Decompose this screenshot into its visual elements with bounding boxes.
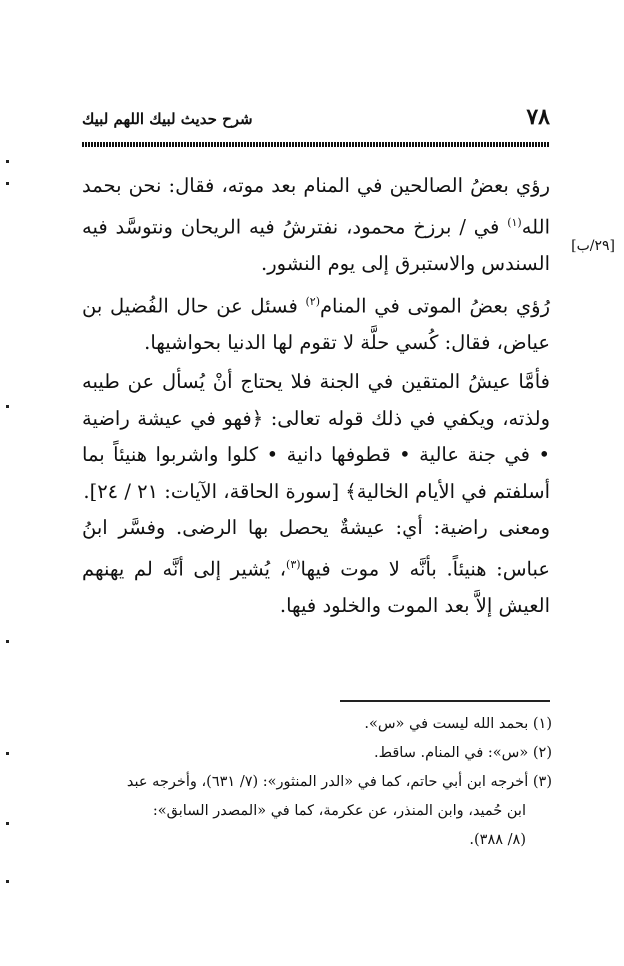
paragraph-text: في / برزخ محمود، نفترشُ فيه الريحان ونتوسَّد فيه السندس والاستبرق إلى يوم النشور. xyxy=(82,215,550,275)
scan-edge-mark xyxy=(6,752,9,755)
paragraph-2 xyxy=(82,284,550,362)
paragraph-text: ومعنى راضية: أي: عيشةٌ يحصل بها الرضى. وفسَّر ابنُ عباس: هنيئاً. بأنَّه لا موت فيها xyxy=(82,516,550,581)
header-rule xyxy=(82,142,550,147)
footnote-ref-3[interactable]: (٣) xyxy=(286,557,301,571)
scan-edge-mark xyxy=(6,182,9,185)
paragraph-text: فأمَّا عيشُ المتقين في الجنة فلا يحتاج أنْ يُسأل عن طيبه ولذته، ويكفي في ذلك قوله تعالى: ﴿فهو في عيشة راضية • في جنة عالية • قطوفها دانية • كلوا واشربوا هنيئاً بما أسلفتم في الأيام الخالية﴾ [سورة الحاقة، الآيات: ٢١ / ٢٤]. xyxy=(82,369,550,503)
footnote-3-continued: ابن حُميد، وابن المنذر، عن عكرمة، كما في «المصدر السابق»: xyxy=(152,803,526,819)
paragraph-text: رؤي بعضُ الصالحين في المنام بعد موته، فقال: نحن بحمد الله xyxy=(82,174,550,239)
footnote-1: (١) بحمد الله ليست في «س». xyxy=(364,716,552,732)
footnote-3: (٣) أخرجه ابن أبي حاتم، كما في «الدر المنثور»: (٧/ ٦٣١)، وأخرجه عبد xyxy=(126,774,552,790)
scan-edge-mark xyxy=(6,160,9,163)
paragraph-text: فسئل عن حال الفُضيل بن عياض، فقال: كُسي حلَّة لا تقوم لها الدنيا بحواشيها. xyxy=(82,294,550,355)
footnote-ref-1[interactable]: (١) xyxy=(507,215,522,229)
paragraph-text: رُؤي بعضُ الموتى في المنام xyxy=(319,294,551,318)
footnote-2: (٢) «س»: في المنام. ساقط. xyxy=(374,745,552,761)
manuscript-folio-note: [٢٩/ب] xyxy=(571,238,615,254)
main-text xyxy=(82,168,550,625)
paragraph-1 xyxy=(82,168,550,282)
page-header xyxy=(82,104,550,136)
scan-edge-mark xyxy=(6,822,9,825)
footnote-separator xyxy=(340,700,550,702)
page-number: ٧٨ xyxy=(526,104,550,130)
paragraph-4 xyxy=(82,510,550,624)
footnotes xyxy=(82,710,552,855)
paragraph-3 xyxy=(82,364,550,510)
paragraph-text: ، يُشير إلى أنَّه لم يهنهم العيش إلاَّ بعد الموت والخلود فيها. xyxy=(82,557,550,618)
running-title: شرح حديث لبيك اللهم لبيك xyxy=(82,110,253,128)
scan-edge-mark xyxy=(6,405,9,408)
footnote-ref-2[interactable]: (٢) xyxy=(305,295,320,309)
footnote-3-continued: (٨/ ٣٨٨). xyxy=(469,832,526,848)
scan-edge-mark xyxy=(6,640,9,643)
scan-edge-mark xyxy=(6,880,9,883)
